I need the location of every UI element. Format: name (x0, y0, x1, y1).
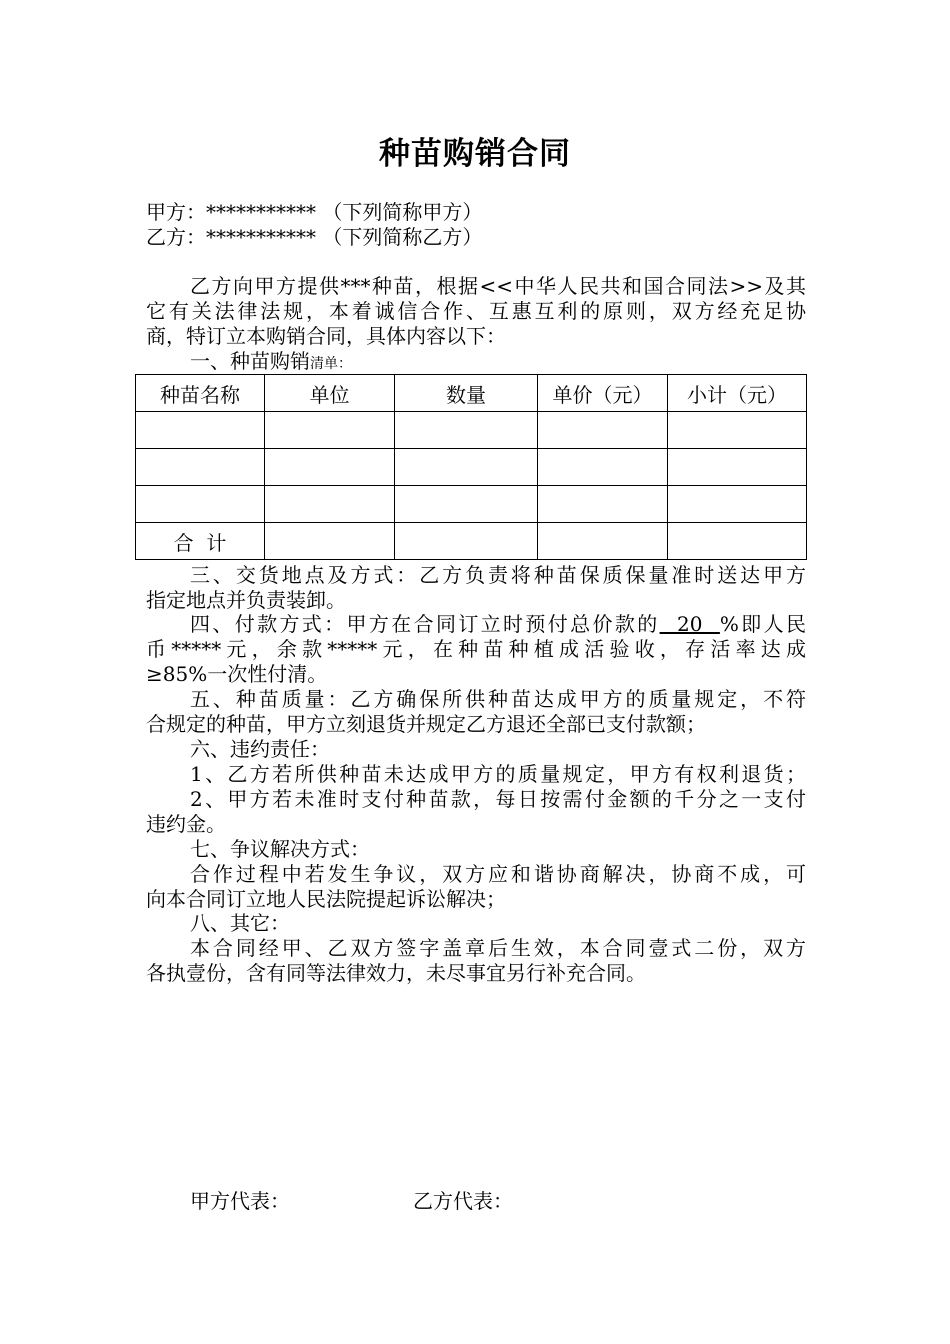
total-label: 合 计 (136, 523, 265, 560)
table-cell (668, 412, 807, 449)
section5-line-1: 五、种苗质量：乙方确保所供种苗达成甲方的质量规定，不符 (190, 687, 806, 711)
contract-title: 种苗购销合同 (379, 136, 571, 172)
party-a-line: 甲方：*********** （下列简称甲方） (146, 200, 483, 224)
header-subtotal: 小计（元） (668, 375, 807, 412)
section7-line-1: 合作过程中若发生争议，双方应和谐协商解决，协商不成，可 (190, 862, 806, 886)
section6-item-2-line-1: 2、甲方若未准时支付种苗款，每日按需付金额的千分之一支付 (190, 787, 806, 811)
header-unit: 单位 (265, 375, 395, 412)
section7-heading: 七、争议解决方式： (190, 837, 370, 861)
table-cell (395, 412, 538, 449)
section6-heading: 六、违约责任： (190, 737, 330, 761)
intro-line-1: 乙方向甲方提供***种苗，根据<<中华人民共和国合同法>>及其 (190, 274, 806, 298)
table-header-row (136, 375, 807, 412)
table-cell (668, 523, 807, 560)
table-cell (265, 449, 395, 486)
table-row (136, 449, 807, 486)
table-cell (668, 449, 807, 486)
table-cell (395, 449, 538, 486)
table-cell (395, 523, 538, 560)
table-cell (265, 486, 395, 523)
table-row (136, 486, 807, 523)
section8-line-2: 各执壹份，含有同等法律效力，未尽事宜另行补充合同。 (146, 961, 646, 985)
prepay-percent: 20 (659, 612, 720, 636)
table-cell (136, 486, 265, 523)
table-cell (136, 449, 265, 486)
section4-line-2: 币*****元，余款*****元，在种苗种植成活验收，存活率达成 (146, 637, 806, 661)
table-cell (265, 523, 395, 560)
header-name: 种苗名称 (136, 375, 265, 412)
header-quantity: 数量 (395, 375, 538, 412)
section6-item-1: 1、乙方若所供种苗未达成甲方的质量规定，甲方有权利退货； (190, 762, 806, 786)
intro-line-2: 它有关法律法规，本着诚信合作、互惠互利的原则，双方经充足协 (146, 299, 806, 323)
section1-small: 清单： (310, 356, 352, 372)
table-cell (136, 412, 265, 449)
table-cell (395, 486, 538, 523)
party-b-line: 乙方：*********** （下列简称乙方） (146, 225, 483, 249)
section4-line-3: ≥85%一次性付清。 (146, 662, 328, 686)
section4-text-post: %即人民 (719, 612, 806, 636)
header-unit-price: 单价（元） (538, 375, 668, 412)
section4-line-1 (190, 611, 806, 637)
table-cell (538, 449, 668, 486)
section4-text-pre: 四、付款方式：甲方在合同订立时预付总价款的 (190, 612, 660, 636)
party-a-signature: 甲方代表： (190, 1189, 290, 1213)
table-row (136, 412, 807, 449)
section3-line-1: 三、交货地点及方式：乙方负责将种苗保质保量准时送达甲方 (190, 563, 806, 587)
section1-main: 一、种苗购销 (190, 349, 310, 373)
section3-line-2: 指定地点并负责装卸。 (146, 588, 346, 612)
party-b-signature: 乙方代表： (413, 1189, 513, 1213)
table-cell (265, 412, 395, 449)
table-cell (538, 412, 668, 449)
section7-line-2: 向本合同订立地人民法院提起诉讼解决； (146, 887, 506, 911)
intro-line-3: 商，特订立本购销合同，具体内容以下： (146, 324, 506, 348)
goods-table (135, 374, 807, 560)
section6-item-2-line-2: 违约金。 (146, 812, 226, 836)
table-cell (668, 486, 807, 523)
section8-line-1: 本合同经甲、乙双方签字盖章后生效，本合同壹式二份，双方 (190, 936, 806, 960)
section8-heading: 八、其它： (190, 911, 290, 935)
section5-line-2: 合规定的种苗，甲方立刻退货并规定乙方退还全部已支付款额； (146, 712, 706, 736)
table-cell (538, 486, 668, 523)
table-total-row (136, 523, 807, 560)
section1-heading (190, 348, 806, 377)
table-cell (538, 523, 668, 560)
